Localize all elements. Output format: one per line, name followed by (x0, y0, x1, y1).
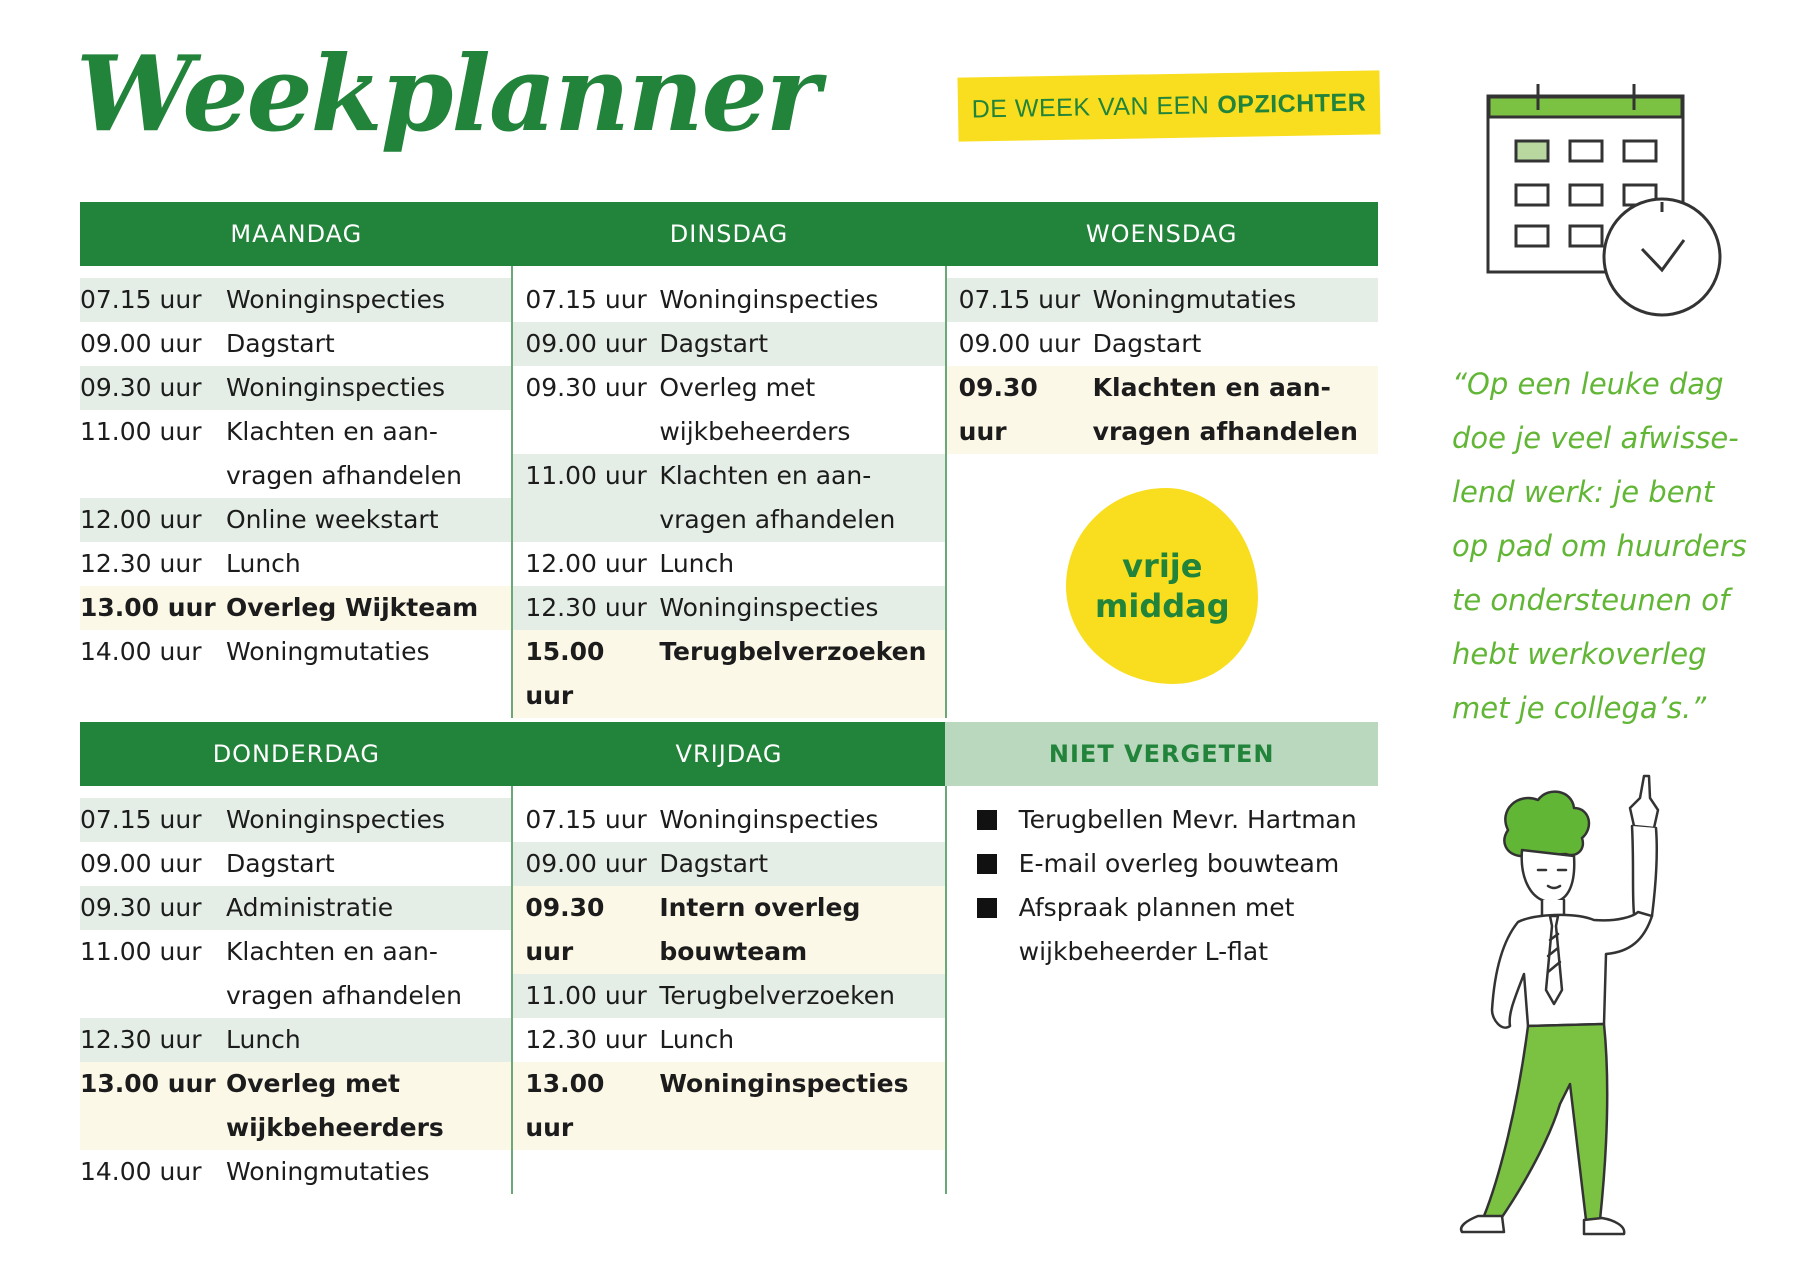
schedule-row (80, 410, 511, 498)
page-title: Weekplanner (76, 32, 819, 155)
schedule-row (513, 842, 944, 886)
schedule-task: Dagstart (226, 329, 335, 358)
schedule-task: Woningmutaties (1092, 285, 1297, 314)
schedule-time: 11.00 uur (80, 937, 202, 966)
schedule-task: Klachten en aan-vragen afhandelen (226, 937, 462, 1010)
schedule-row (80, 1150, 511, 1194)
schedule-row (513, 886, 944, 974)
schedule-task: Dagstart (226, 849, 335, 878)
day-header-row (80, 202, 1378, 266)
schedule-row (80, 1018, 511, 1062)
schedule-row (513, 798, 944, 842)
reminders-column (947, 786, 1378, 1194)
schedule-row (513, 586, 944, 630)
quote-text: “Op een leuke dag doe je veel afwisse- lend werk: je bent op pad om huurders te ondersteunen of hebt werkoverleg met je collega’s.” (1452, 367, 1747, 725)
schedule-row (513, 278, 944, 322)
schedule-time: 07.15 uur (525, 805, 647, 834)
schedule-task: Overleg Wijkteam (226, 593, 479, 622)
schedule-row (80, 930, 511, 1018)
schedule-time: 09.30 uur (958, 373, 1038, 446)
schedule-task: Woninginspecties (659, 1069, 909, 1098)
calendar-clock-icon (1486, 84, 1736, 324)
day-header-row (80, 722, 1378, 786)
schedule-task: Klachten en aan-vragen afhandelen (1092, 373, 1358, 446)
schedule-task: Woninginspecties (226, 805, 446, 834)
schedule-row (80, 886, 511, 930)
schedule-row (80, 586, 511, 630)
schedule-task: Woninginspecties (659, 285, 879, 314)
schedule-task: Woningmutaties (226, 637, 430, 666)
schedule-row (80, 1062, 511, 1150)
schedule-time: 09.30 uur (525, 373, 647, 402)
day-column-dinsdag (513, 266, 946, 718)
schedule-time: 09.00 uur (525, 329, 647, 358)
schedule-time: 09.30 uur (525, 893, 605, 966)
schedule-row (80, 798, 511, 842)
schedule-task: Intern overleg bouwteam (659, 893, 861, 966)
square-bullet-icon (977, 854, 997, 874)
schedule-time: 13.00 uur (80, 593, 216, 622)
schedule-task: Lunch (226, 1025, 301, 1054)
square-bullet-icon (977, 810, 997, 830)
day-header-woensdag: WOENSDAG (945, 202, 1378, 266)
schedule-time: 11.00 uur (80, 417, 202, 446)
reminder-item: Terugbellen Mevr. Hartman (977, 798, 1378, 842)
schedule-time: 14.00 uur (80, 637, 202, 666)
week-table-bottom (80, 722, 1378, 1194)
schedule-time: 07.15 uur (80, 285, 202, 314)
schedule-time: 09.00 uur (80, 849, 202, 878)
day-column-vrijdag (513, 786, 946, 1194)
schedule-row (513, 1018, 944, 1062)
schedule-task: Woningmutaties (226, 1157, 430, 1186)
schedule-task: Lunch (659, 1025, 735, 1054)
day-header-maandag: MAANDAG (80, 202, 513, 266)
schedule-task: Dagstart (1092, 329, 1202, 358)
reminder-item: E-mail overleg bouwteam (977, 842, 1378, 886)
schedule-row (80, 498, 511, 542)
schedule-time: 07.15 uur (525, 285, 647, 314)
schedule-row (513, 974, 944, 1018)
schedule-task: Online weekstart (226, 505, 439, 534)
schedule-task: Klachten en aan-vragen afhandelen (659, 461, 896, 534)
schedule-task: Klachten en aan-vragen afhandelen (226, 417, 462, 490)
role-tag (957, 70, 1380, 141)
free-afternoon-badge: vrije middag (1066, 488, 1258, 684)
schedule-row (513, 630, 944, 718)
schedule-task: Terugbelverzoeken (659, 637, 927, 666)
pointing-person-illustration (1448, 764, 1718, 1244)
schedule-time: 07.15 uur (958, 285, 1081, 314)
reminder-item: Afspraak plannen met wijkbeheerder L-flat (977, 886, 1378, 974)
schedule-row (80, 630, 511, 674)
reminders-list (947, 798, 1378, 974)
schedule-task: Administratie (226, 893, 394, 922)
schedule-task: Overleg met wijkbeheerders (226, 1069, 444, 1142)
schedule-row (947, 278, 1378, 322)
schedule-task: Overleg met wijkbeheerders (659, 373, 851, 446)
schedule-time: 09.00 uur (525, 849, 647, 878)
schedule-time: 09.30 uur (80, 373, 202, 402)
schedule-time: 09.00 uur (80, 329, 202, 358)
schedule-row (80, 322, 511, 366)
schedule-time: 14.00 uur (80, 1157, 202, 1186)
schedule-row (513, 322, 944, 366)
schedule-time: 12.00 uur (525, 549, 647, 578)
schedule-row (80, 278, 511, 322)
square-bullet-icon (977, 898, 997, 918)
schedule-task: Woninginspecties (659, 805, 879, 834)
day-header-donderdag: DONDERDAG (80, 722, 513, 786)
schedule-time: 09.00 uur (958, 329, 1081, 358)
schedule-task: Woninginspecties (226, 285, 446, 314)
schedule-task: Woninginspecties (659, 593, 879, 622)
schedule-task: Lunch (226, 549, 301, 578)
schedule-row (513, 542, 944, 586)
schedule-time: 12.30 uur (80, 1025, 202, 1054)
reminders-header: NIET VERGETEN (945, 722, 1378, 786)
schedule-task: Dagstart (659, 849, 768, 878)
day-column-woensdag (947, 266, 1378, 718)
day-header-dinsdag: DINSDAG (513, 202, 946, 266)
schedule-task: Dagstart (659, 329, 768, 358)
schedule-time: 13.00 uur (80, 1069, 216, 1098)
schedule-time: 13.00 uur (525, 1069, 605, 1142)
schedule-task: Woninginspecties (226, 373, 446, 402)
schedule-time: 12.00 uur (80, 505, 202, 534)
day-column-donderdag (80, 786, 513, 1194)
schedule-time: 12.30 uur (525, 593, 647, 622)
schedule-time: 12.30 uur (80, 549, 202, 578)
schedule-task: Lunch (659, 549, 735, 578)
week-table-top (80, 202, 1378, 718)
role-tag-highlight: OPZICHTER (1217, 88, 1367, 119)
day-header-vrijdag: VRIJDAG (513, 722, 946, 786)
day-column-maandag (80, 266, 513, 718)
schedule-row (80, 542, 511, 586)
schedule-row (513, 366, 944, 454)
schedule-time: 11.00 uur (525, 981, 647, 1010)
schedule-row (513, 454, 944, 542)
schedule-time: 15.00 uur (525, 637, 605, 710)
role-tag-prefix: DE WEEK VAN EEN (971, 90, 1210, 123)
schedule-row (80, 842, 511, 886)
schedule-row (947, 366, 1378, 454)
schedule-task: Terugbelverzoeken (659, 981, 895, 1010)
schedule-row (80, 366, 511, 410)
schedule-time: 09.30 uur (80, 893, 202, 922)
schedule-time: 11.00 uur (525, 461, 647, 490)
schedule-time: 12.30 uur (525, 1025, 647, 1054)
schedule-time: 07.15 uur (80, 805, 202, 834)
schedule-row (947, 322, 1378, 366)
schedule-row (513, 1062, 944, 1150)
